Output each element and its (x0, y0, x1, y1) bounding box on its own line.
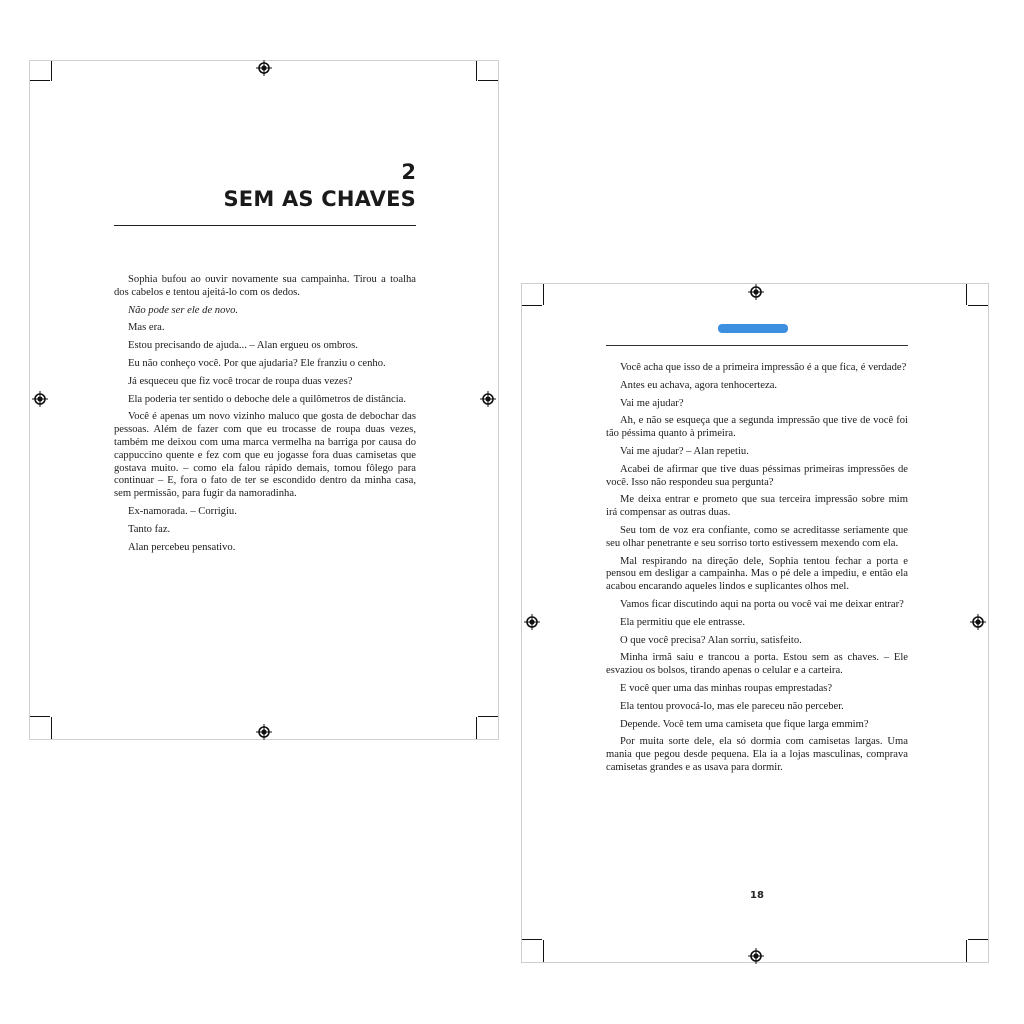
crop-mark (30, 716, 50, 717)
registration-mark-icon (30, 389, 50, 409)
paragraph: Tanto faz. (128, 523, 171, 535)
registration-mark-icon (478, 389, 498, 409)
paragraph: Mal respirando na direção dele, Sophia tentou fechar a porta e pensou em desligar a campainha. Mas o pé dele a impediu, e então ela acabou encarando aqueles lindos e suplicantes olhos mel. (606, 555, 908, 593)
header-divider (606, 345, 908, 346)
left-body-text (114, 274, 416, 559)
paragraph: Acabei de afirmar que tive duas péssimas primeiras impressões de você. Isso não respondeu sua pergunta? (606, 463, 908, 488)
paragraph: Ah, e não se esqueça que a segunda impressão que tive de você foi tão péssima quanto à primeira. (606, 415, 908, 440)
chapter-heading (114, 159, 416, 213)
paragraph: Seu tom de voz era confiante, como se acreditasse seriamente que seu olhar penetrante e seu sorriso torto estivessem mexendo com ela. (606, 524, 908, 549)
crop-mark (522, 939, 542, 940)
crop-mark (966, 284, 967, 305)
paragraph: Me deixa entrar e prometo que sua terceira impressão sobre mim irá compensar as outras duas. (606, 494, 908, 519)
paragraph: Vai me ajudar? (620, 397, 684, 409)
paragraph: Vai me ajudar? – Alan repetiu. (620, 445, 749, 457)
registration-mark-icon (522, 612, 542, 632)
chapter-number: 2 (401, 160, 416, 184)
paragraph: Por muita sorte dele, ela só dormia com camisetas largas. Uma mania que pegou desde pequena. Ela ia a lojas masculinas, comprava camisetas grandes e as usava para dormir. (606, 736, 908, 773)
chapter-divider (114, 225, 416, 226)
right-body-text (606, 362, 908, 780)
crop-mark (522, 305, 542, 306)
crop-mark (478, 716, 498, 717)
crop-mark (968, 305, 988, 306)
paragraph: O que você precisa? Alan sorriu, satisfeito. (620, 634, 802, 646)
book-page-left (29, 60, 499, 740)
paragraph: Depende. Você tem uma camiseta que fique larga emmim? (620, 718, 869, 730)
paragraph: Eu não conheço você. Por que ajudaria? Ele franziu o cenho. (128, 357, 386, 369)
paragraph: Ela poderia ter sentido o deboche dele a quilômetros de distância. (128, 393, 406, 405)
paragraph: Ela permitiu que ele entrasse. (620, 616, 746, 628)
registration-mark-icon (254, 722, 274, 742)
chapter-title: SEM AS CHAVES (223, 187, 416, 211)
paragraph: Você acha que isso de a primeira impressão é a que fica, é verdade? (620, 362, 907, 373)
paragraph: Já esqueceu que fiz você trocar de roupa duas vezes? (128, 375, 353, 387)
crop-mark (51, 717, 52, 739)
registration-mark-icon (254, 58, 274, 78)
paragraph: Alan percebeu pensativo. (128, 541, 236, 553)
redacted-running-head (718, 324, 788, 333)
registration-mark-icon (968, 612, 988, 632)
paragraph: Você é apenas um novo vizinho maluco que gosta de debochar das pessoas. Além de fazer com que eu trocasse de roupa duas vezes, também me deixou com uma marca vermelha na barriga por causa do cappuccino quente e fez com que eu jogasse fora duas camisetas que gostava muito. – como ela falou rápido demais, tomou fôlego para continuar – E, fora o fato de ter se escondido dentro da minha casa, sem permissão, para fugir da namoradinha. (114, 411, 416, 500)
crop-mark (476, 717, 477, 739)
crop-mark (478, 80, 498, 81)
paragraph: Vamos ficar discutindo aqui na porta ou você vai me deixar entrar? (620, 598, 904, 610)
paragraph: Sophia bufou ao ouvir novamente sua campainha. Tirou a toalha dos cabelos e tentou ajeitá-lo com os dedos. (114, 274, 416, 298)
paragraph: Mas era. (128, 322, 165, 334)
crop-mark (966, 940, 967, 962)
paragraph: Não pode ser ele de novo. (128, 304, 239, 316)
crop-mark (51, 61, 52, 81)
paragraph: Estou precisando de ajuda... – Alan ergueu os ombros. (128, 340, 358, 352)
crop-mark (30, 80, 50, 81)
paragraph: Ela tentou provocá-lo, mas ele pareceu não perceber. (620, 700, 844, 712)
page-number: 18 (750, 890, 764, 901)
paragraph: Minha irmã saiu e trancou a porta. Estou sem as chaves. – Ele esvaziou os bolsos, tirando apenas o celular e a carteira. (606, 652, 908, 677)
paragraph: E você quer uma das minhas roupas emprestadas? (620, 682, 833, 694)
crop-mark (543, 284, 544, 305)
paragraph: Ex-namorada. – Corrigiu. (128, 505, 237, 517)
crop-mark (968, 939, 988, 940)
registration-mark-icon (746, 946, 766, 966)
registration-mark-icon (746, 282, 766, 302)
paragraph: Antes eu achava, agora tenhocerteza. (620, 379, 778, 391)
book-page-right (521, 283, 989, 963)
crop-mark (543, 940, 544, 962)
crop-mark (476, 61, 477, 81)
